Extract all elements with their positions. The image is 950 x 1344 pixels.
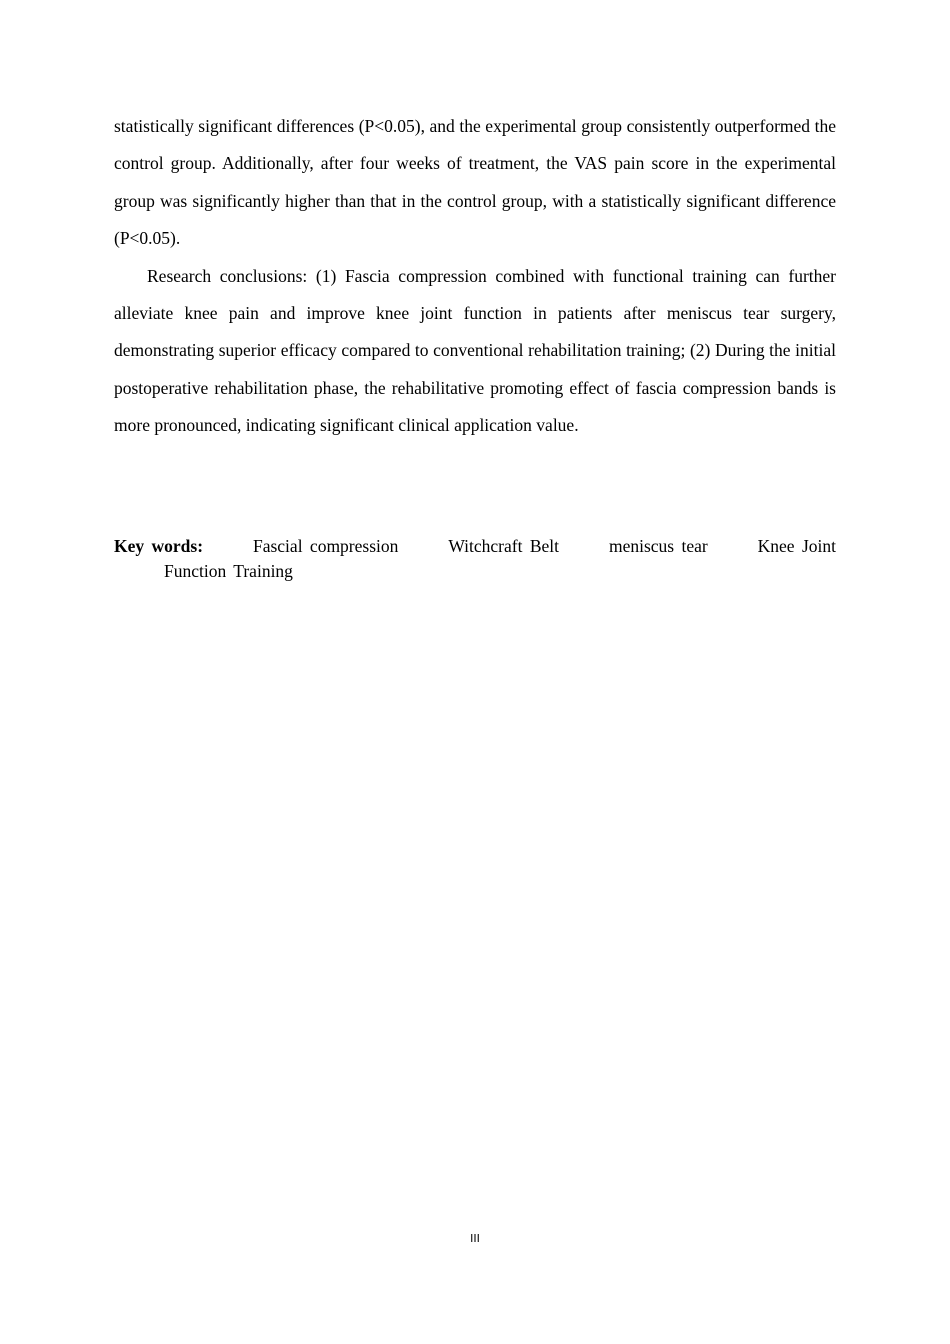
keywords-section	[114, 534, 836, 584]
keywords-label: Key words:	[114, 536, 204, 556]
keyword-item: Witchcraft Belt	[448, 536, 559, 556]
keywords-line-2	[114, 559, 836, 584]
paragraph-research-conclusions: Research conclusions: (1) Fascia compression combined with functional training can further alleviate knee pain and improve knee joint function in patients after meniscus tear surgery, demonstrating superior efficacy compared to conventional rehabilitation training; (2) During the initial postoperative rehabilitation phase, the rehabilitative promoting effect of fascia compression bands is more pronounced, indicating significant clinical application value.	[114, 265, 836, 436]
paragraph-results-continued: statistically significant differences (P<0.05), and the experimental group consistently outperformed the control group. Additionally, after four weeks of treatment, the VAS pain score in the experimental group was significantly higher than that in the control group, with a statistically significant difference (P<0.05).	[114, 116, 836, 249]
keyword-item: Knee Joint	[757, 536, 836, 556]
keyword-item: Fascial compression	[252, 536, 399, 556]
keywords-line-1	[114, 534, 836, 559]
keyword-item: Function Training	[164, 561, 293, 581]
abstract-body	[114, 108, 836, 445]
keyword-item: meniscus tear	[608, 536, 708, 556]
page-number: III	[470, 1232, 480, 1245]
